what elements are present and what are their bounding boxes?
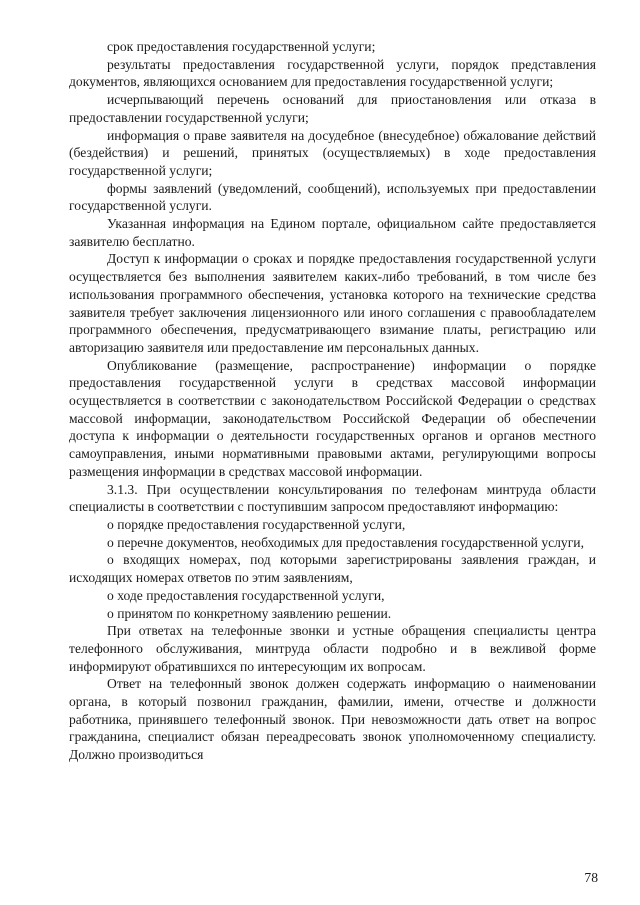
list-item: о принятом по конкретному заявлению решении. (107, 605, 392, 621)
paragraph: 3.1.3. При осуществлении консультирования по телефонам минтруда области специалисты в соответствии с поступившим запросом предоставляют информацию: (69, 481, 596, 515)
list-item: о перечне документов, необходимых для предоставления государственной услуги, (107, 534, 584, 550)
paragraph: срок предоставления государственной услуги; (107, 39, 376, 54)
list-item: о порядке предоставления государственной услуги, (107, 516, 406, 532)
paragraph: Указанная информация на Едином портале, официальном сайте предоставляется заявителю бесплатно. (69, 216, 596, 249)
body-text (69, 38, 596, 764)
page-number: 78 (584, 870, 598, 885)
paragraph: информация о праве заявителя на досудебное (внесудебное) обжалование действий (бездействия) и решений, принятых (осуществляемых) в ходе предоставления государственной услуги; (69, 127, 596, 178)
paragraph: При ответах на телефонные звонки и устные обращения специалисты центра телефонного обслуживания, минтруда области подробно и в вежливой форме информируют обратившихся по интересующим их вопросам. (69, 623, 596, 674)
paragraph: исчерпывающий перечень оснований для приостановления или отказа в предоставлении государственной услуги; (69, 92, 596, 125)
list-item: о входящих номерах, под которыми зарегистрированы заявления граждан, и исходящих номерах ответов по этим заявлениям, (69, 552, 596, 586)
paragraph: Опубликование (размещение, распространение) информации о порядке предоставления государственной услуги в средствах массовой информации осуществляется в соответствии с законодательством Российской Федерации о средствах массовой информации, законодательством Российской Федерации об обеспечении доступа к информации о деятельности государственных органов и органов местного самоуправления, иными нормативными правовыми актами, регулирующими вопросы размещения информации в средствах массовой информации. (69, 357, 596, 479)
list-item: о ходе предоставления государственной услуги, (107, 587, 385, 603)
paragraph: Доступ к информации о сроках и порядке предоставления государственной услуги осуществляется без выполнения заявителем каких-либо требований, в том числе без использования программного обеспечения, установка которого на технические средства заявителя требует заключения лицензионного или иного соглашения с правообладателем программного обеспечения, предусматривающего взимание платы, регистрацию или авторизацию заявителя или предоставление им персональных данных. (69, 251, 596, 355)
paragraph: формы заявлений (уведомлений, сообщений), используемых при предоставлении государственной услуги. (69, 180, 596, 214)
paragraph: результаты предоставления государственной услуги, порядок представления документов, являющихся основанием для предоставления государственной услуги; (69, 56, 596, 90)
paragraph: Ответ на телефонный звонок должен содержать информацию о наименовании органа, в который позвонил гражданин, фамилии, имени, отчестве и должности работника, принявшего телефонный звонок. При невозможности дать ответ на вопрос гражданина, специалист обязан переадресовать звонок уполномоченному специалисту. Должно производиться (69, 676, 596, 763)
